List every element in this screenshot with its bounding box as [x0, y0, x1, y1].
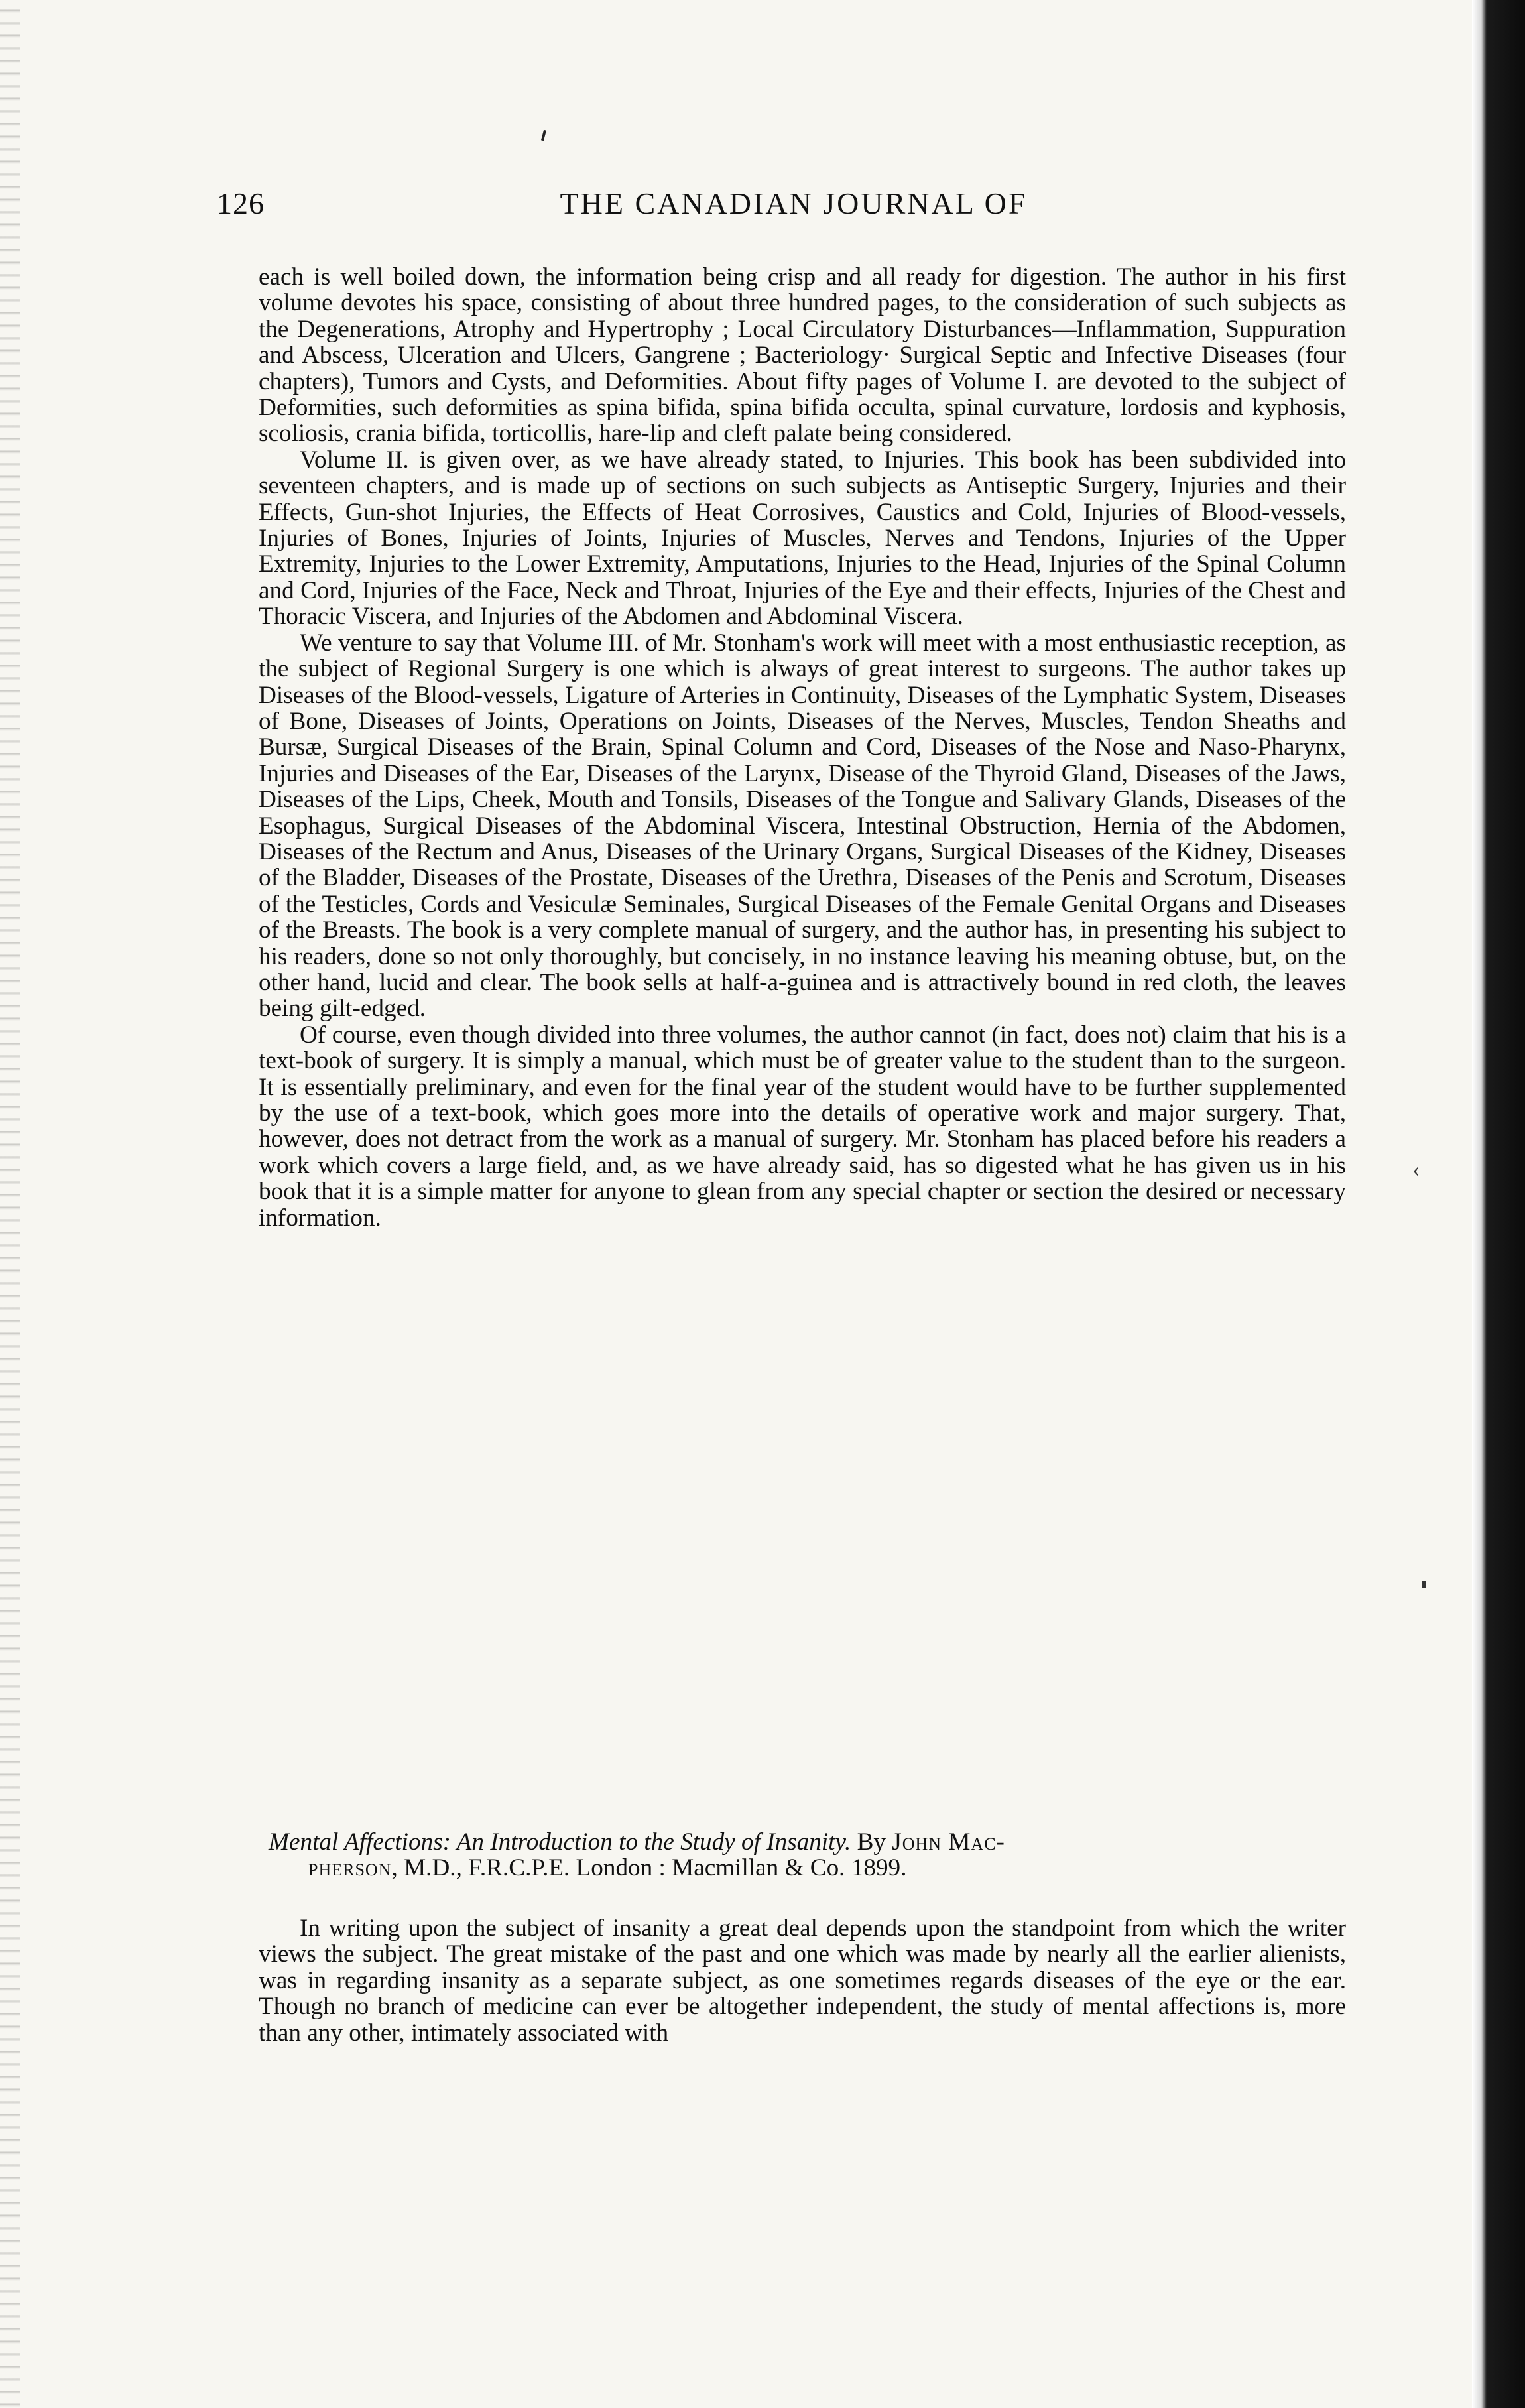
- stray-ink-mark: [541, 130, 546, 141]
- page-header: [217, 186, 1371, 232]
- review-2-heading-line-1: [269, 1829, 1343, 1855]
- author-name-part-1: John Mac-: [892, 1828, 1005, 1856]
- review-2-heading-line-2: [269, 1855, 1343, 1881]
- running-head: THE CANADIAN JOURNAL OF: [560, 186, 1028, 220]
- review-1-paragraph-3: We venture to say that Volume III. of Mr. Stonham's work will meet with a most enthusiastic reception, as the subject of Regional Surgery is one which is always of great interest to surgeons. The author takes up Diseases of the Blood-vessels, Ligature of Arteries in Continuity, Diseases of the Lymphatic System, Diseases of Bone, Diseases of Joints, Operations on Joints, Diseases of the Nerves, Muscles, Tendon Sheaths and Bursæ, Surgical Diseases of the Brain, Spinal Column and Cord, Diseases of the Nose and Naso-Pharynx, Injuries and Diseases of the Ear, Diseases of the Larynx, Disease of the Thyroid Gland, Diseases of the Jaws, Diseases of the Lips, Cheek, Mouth and Tonsils, Diseases of the Tongue and Salivary Glands, Diseases of the Esophagus, Surgical Diseases of the Abdominal Viscera, Intestinal Obstruction, Hernia of the Abdomen, Diseases of the Rectum and Anus, Diseases of the Urinary Organs, Surgical Diseases of the Kidney, Diseases of the Bladder, Diseases of the Prostate, Diseases of the Urethra, Diseases of the Penis and Scrotum, Diseases of the Testicles, Cords and Vesiculæ Seminales, Surgical Diseases of the Female Genital Organs and Diseases of the Breasts. The book is a very complete manual of surgery, and the author has, in presenting his subject to his readers, done so not only thoroughly, but concisely, in no instance leaving his meaning obtuse, but, on the other hand, lucid and clear. The book sells at half-a-guinea and is attractively bound in red cloth, the leaves being gilt-edged.: [259, 629, 1346, 1023]
- page-number: 126: [217, 186, 265, 220]
- review-2-paragraph-1: In writing upon the subject of insanity a great deal depends upon the standpoint from which the writer views the subject. The great mistake of the past and one which was made by nearly all the earlier alienists, was in regarding insanity as a separate subject, as one sometimes regards diseases of the eye or the ear. Though no branch of medicine can ever be altogether independent, the study of mental affections is, more than any other, intimately associated with: [259, 1915, 1346, 2047]
- author-credentials-publisher: , M.D., F.R.C.P.E. London : Macmillan & Co. 1899.: [391, 1854, 907, 1882]
- author-name-part-2: pherson: [308, 1854, 392, 1882]
- scan-right-edge: [1472, 0, 1525, 2408]
- review-1-paragraph-2: Volume II. is given over, as we have already stated, to Injuries. This book has been subdivided into seventeen chapters, and is made up of sections on such subjects as Antiseptic Surgery, Injuries and their Effects, Gun-shot Injuries, the Effects of Heat Corrosives, Caustics and Cold, Injuries of Blood-vessels, Injuries of Bones, Injuries of Joints, Injuries of Muscles, Nerves and Tendons, Injuries of the Upper Extremity, Injuries to the Lower Extremity, Amputations, Injuries to the Head, Injuries of the Spinal Column and Cord, Injuries of the Face, Neck and Throat, Injuries of the Eye and their effects, Injuries of the Chest and Thoracic Viscera, and Injuries of the Abdomen and Abdominal Viscera.: [259, 446, 1346, 631]
- margin-tick: [1422, 1581, 1426, 1588]
- review-2-body: [259, 1915, 1346, 2046]
- review-1-body: [259, 264, 1346, 1231]
- review-2-heading: [269, 1829, 1343, 1881]
- scan-left-edge: [0, 0, 20, 2408]
- by-word: By: [851, 1828, 892, 1856]
- review-1-paragraph-4: Of course, even though divided into three volumes, the author cannot (in fact, does not) claim that his is a text-book of surgery. It is simply a manual, which must be of greater value to the student than to the surgeon. It is essentially preliminary, and even for the final year of the student would have to be further supplemented by the use of a text-book, which goes more into the details of operative work and major surgery. That, however, does not detract from the work as a manual of surgery. Mr. Stonham has placed before his readers a work which covers a large field, and, as we have already said, has so digested what he has given us in his book that it is a simple matter for anyone to glean from any special chapter or section the desired or necessary information.: [259, 1021, 1346, 1232]
- review-1-paragraph-1: each is well boiled down, the information being crisp and all ready for digestion. The author in his first volume devotes his space, consisting of about three hundred pages, to the consideration of such subjects as the Degenerations, Atrophy and Hypertrophy ; Local Circulatory Disturbances—Inflammation, Suppuration and Abscess, Ulceration and Ulcers, Gangrene ; Bacteriology· Surgical Septic and Infective Diseases (four chapters), Tumors and Cysts, and Deformities. About fifty pages of Volume I. are devoted to the subject of Deformities, such deformities as spina bifida, spina bifida occulta, spinal curvature, lordosis and kyphosis, scoliosis, crania bifida, torticollis, hare-lip and cleft palate being considered.: [259, 263, 1346, 448]
- book-title: Mental Affections: An Introduction to the Study of Insanity.: [269, 1828, 851, 1856]
- margin-mark: ‹: [1412, 1157, 1420, 1182]
